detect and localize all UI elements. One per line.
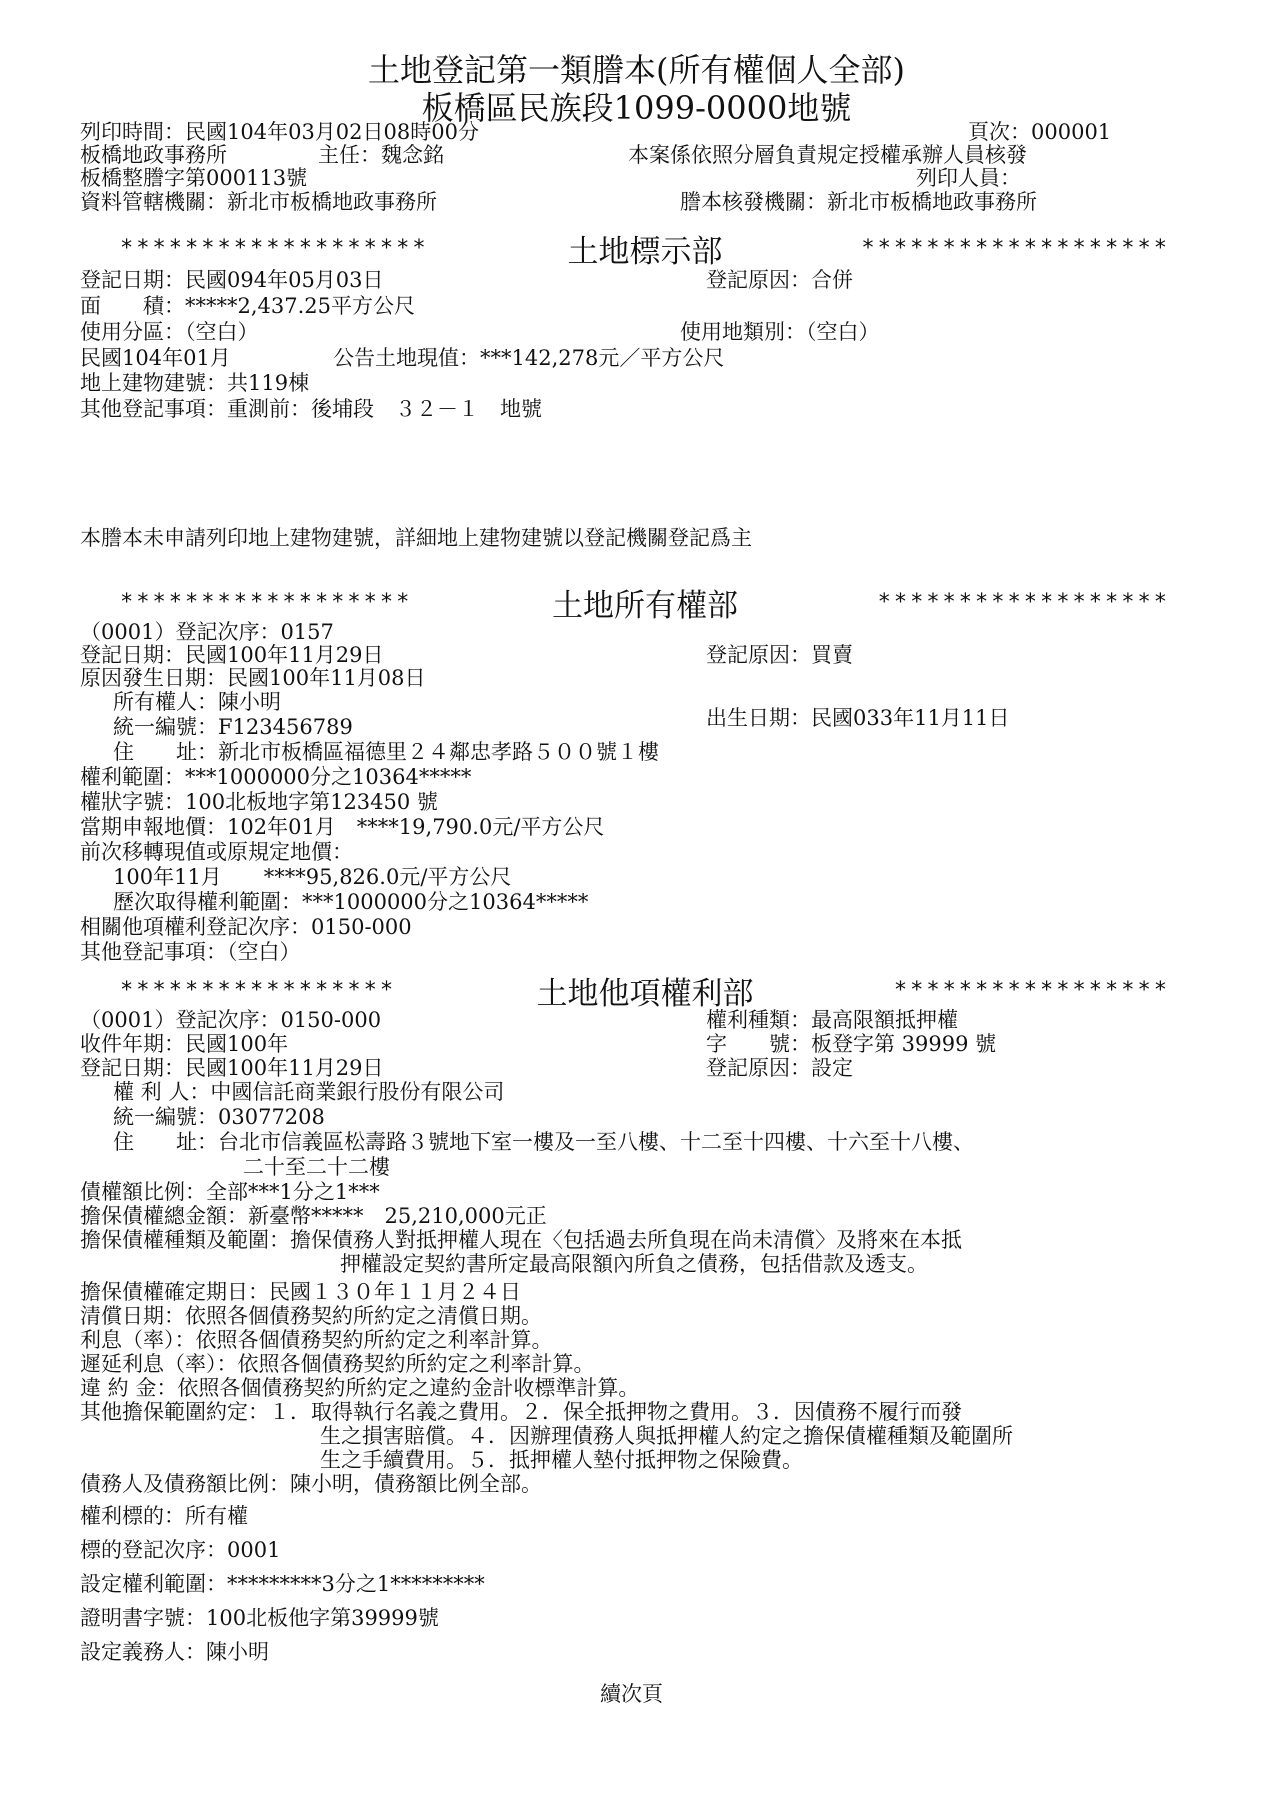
section-title: 土地他項權利部 <box>536 976 754 1012</box>
land-reg-date: 登記日期：民國094年05月03日 <box>80 268 384 292</box>
set-scope: 設定權利範圍：*********3分之1********* <box>80 1572 485 1596</box>
ownership-reg-date: 登記日期：民國100年11月29日 <box>80 643 384 667</box>
building-number: 地上建物建號：共119棟 <box>80 371 310 395</box>
announce-value: 公告土地現值：***142,278元／平方公尺 <box>333 346 725 370</box>
owner: 所有權人：陳小明 <box>113 690 281 714</box>
continued-next-page: 續次頁 <box>600 1682 663 1706</box>
related-order: 相關他項權利登記次序：0150-000 <box>80 915 412 939</box>
section-header-land-mark <box>120 226 1170 271</box>
issuing-authority: 謄本核發機關：新北市板橋地政事務所 <box>680 190 1037 214</box>
interest-rate: 利息（率）：依照各個債務契約所約定之利率計算。 <box>80 1328 553 1352</box>
owner-address: 住 址：新北市板橋區福德里２４鄰忠孝路５００號１樓 <box>113 740 659 764</box>
stars-left: ****************** <box>120 590 413 615</box>
data-authority: 資料管轄機關：新北市板橋地政事務所 <box>80 190 437 214</box>
holder-id: 統一編號：03077208 <box>113 1105 325 1129</box>
right-scope: 權利範圍：***1000000分之10364***** <box>80 765 472 789</box>
other-scope-line1: 其他擔保範圍約定：１．取得執行名義之費用。２．保全抵押物之費用。３．因債務不履行而發 <box>80 1400 962 1424</box>
director: 主任：魏念銘 <box>318 143 444 167</box>
stars-right: ***************** <box>893 978 1170 1003</box>
right-target: 權利標的：所有權 <box>80 1504 248 1528</box>
holder-address-line2: 二十至二十二樓 <box>243 1155 390 1179</box>
rights-order: （0001）登記次序：0150-000 <box>80 1008 382 1032</box>
right-holder: 權 利 人：中國信託商業銀行股份有限公司 <box>113 1080 505 1104</box>
stars-left: ******************* <box>120 236 429 261</box>
print-time: 列印時間：民國104年03月02日08時00分 <box>80 120 479 144</box>
land-area: 面 積：*****2,437.25平方公尺 <box>80 294 416 318</box>
rights-reg-reason: 登記原因：設定 <box>706 1056 853 1080</box>
receipt-year: 收件年期：民國100年 <box>80 1032 289 1056</box>
certificate-number: 板橋整謄字第000113號 <box>80 166 308 190</box>
section-title: 土地標示部 <box>567 234 723 270</box>
section-header-ownership <box>120 580 1170 625</box>
holder-address-line1: 住 址：台北市信義區松壽路３號地下室一樓及一至八樓、十二至十四樓、十六至十八樓、 <box>113 1130 974 1154</box>
authorization-note: 本案係依照分層負責規定授權承辦人員核發 <box>628 143 1027 167</box>
determination-date: 擔保債權確定期日：民國１３０年１１月２４日 <box>80 1280 521 1304</box>
office-name: 板橋地政事務所 <box>80 143 227 167</box>
delay-interest: 遲延利息（率）：依照各個債務契約所約定之利率計算。 <box>80 1352 595 1376</box>
guarantee-scope-line2: 押權設定契約書所定最高限額內所負之債務，包括借款及透支。 <box>340 1252 928 1276</box>
document-subtitle: 板橋區民族段1099-0000地號 <box>421 89 852 127</box>
rights-reg-date: 登記日期：民國100年11月29日 <box>80 1056 384 1080</box>
land-use-type: 使用地類別：（空白） <box>680 320 880 344</box>
obligor: 設定義務人：陳小明 <box>80 1640 269 1664</box>
claim-ratio: 債權額比例：全部***1分之1*** <box>80 1180 380 1204</box>
owner-id: 統一編號：F123456789 <box>113 715 353 739</box>
other-scope-line2: 生之損害賠償。４．因辦理債務人與抵押權人約定之擔保債權種類及範圍所 <box>320 1424 1013 1448</box>
repayment-date: 清償日期：依照各個債務契約所約定之清償日期。 <box>80 1304 542 1328</box>
printer-label: 列印人員： <box>916 166 1021 190</box>
land-other-items: 其他登記事項：重測前：後埔段 ３２－１ 地號 <box>80 397 542 421</box>
stars-right: ****************** <box>877 590 1170 615</box>
other-scope-line3: 生之手續費用。５．抵押權人墊付抵押物之保險費。 <box>320 1448 803 1472</box>
ownership-reg-reason: 登記原因：買賣 <box>706 643 853 667</box>
stars-right: ******************* <box>861 236 1170 261</box>
prev-value-label: 前次移轉現值或原規定地價： <box>80 840 353 864</box>
right-type: 權利種類：最高限額抵押權 <box>706 1008 958 1032</box>
land-note: 本謄本未申請列印地上建物建號，詳細地上建物建號以登記機關登記爲主 <box>80 526 752 550</box>
land-zoning: 使用分區：（空白） <box>80 320 259 344</box>
title-deed-number: 權狀字號：100北板地字第123450 號 <box>80 790 438 814</box>
announce-period: 民國104年01月 <box>80 346 231 370</box>
ownership-order: （0001）登記次序：0157 <box>80 620 334 644</box>
historical-scope: 歷次取得權利範圍：***1000000分之10364***** <box>113 890 589 914</box>
cause-date: 原因發生日期：民國100年11月08日 <box>80 666 426 690</box>
debtor: 債務人及債務額比例：陳小明，債務額比例全部。 <box>80 1472 542 1496</box>
document-title: 土地登記第一類謄本(所有權個人全部) <box>368 51 905 89</box>
prev-value: 100年11月 ****95,826.0元/平方公尺 <box>113 865 512 889</box>
section-header-other-rights <box>120 968 1170 1013</box>
doc-number: 字 號：板登字第 39999 號 <box>706 1032 997 1056</box>
target-order: 標的登記次序：0001 <box>80 1538 281 1562</box>
birth-date: 出生日期：民國033年11月11日 <box>706 706 1010 730</box>
certificate-doc-number: 證明書字號：100北板他字第39999號 <box>80 1606 439 1630</box>
declared-value: 當期申報地價：102年01月 ****19,790.0元/平方公尺 <box>80 815 605 839</box>
stars-left: ***************** <box>120 978 397 1003</box>
total-amount: 擔保債權總金額：新臺幣***** 25,210,000元正 <box>80 1204 547 1228</box>
land-reg-reason: 登記原因：合併 <box>706 268 853 292</box>
guarantee-scope-line1: 擔保債權種類及範圍：擔保債務人對抵押權人現在〈包括過去所負現在尚未清償〉及將來在本抵 <box>80 1228 962 1252</box>
page-number: 頁次：000001 <box>968 120 1112 144</box>
penalty: 違 約 金：依照各個債務契約所約定之違約金計收標準計算。 <box>80 1376 640 1400</box>
ownership-other-items: 其他登記事項：（空白） <box>80 940 301 964</box>
section-title: 土地所有權部 <box>552 588 738 624</box>
